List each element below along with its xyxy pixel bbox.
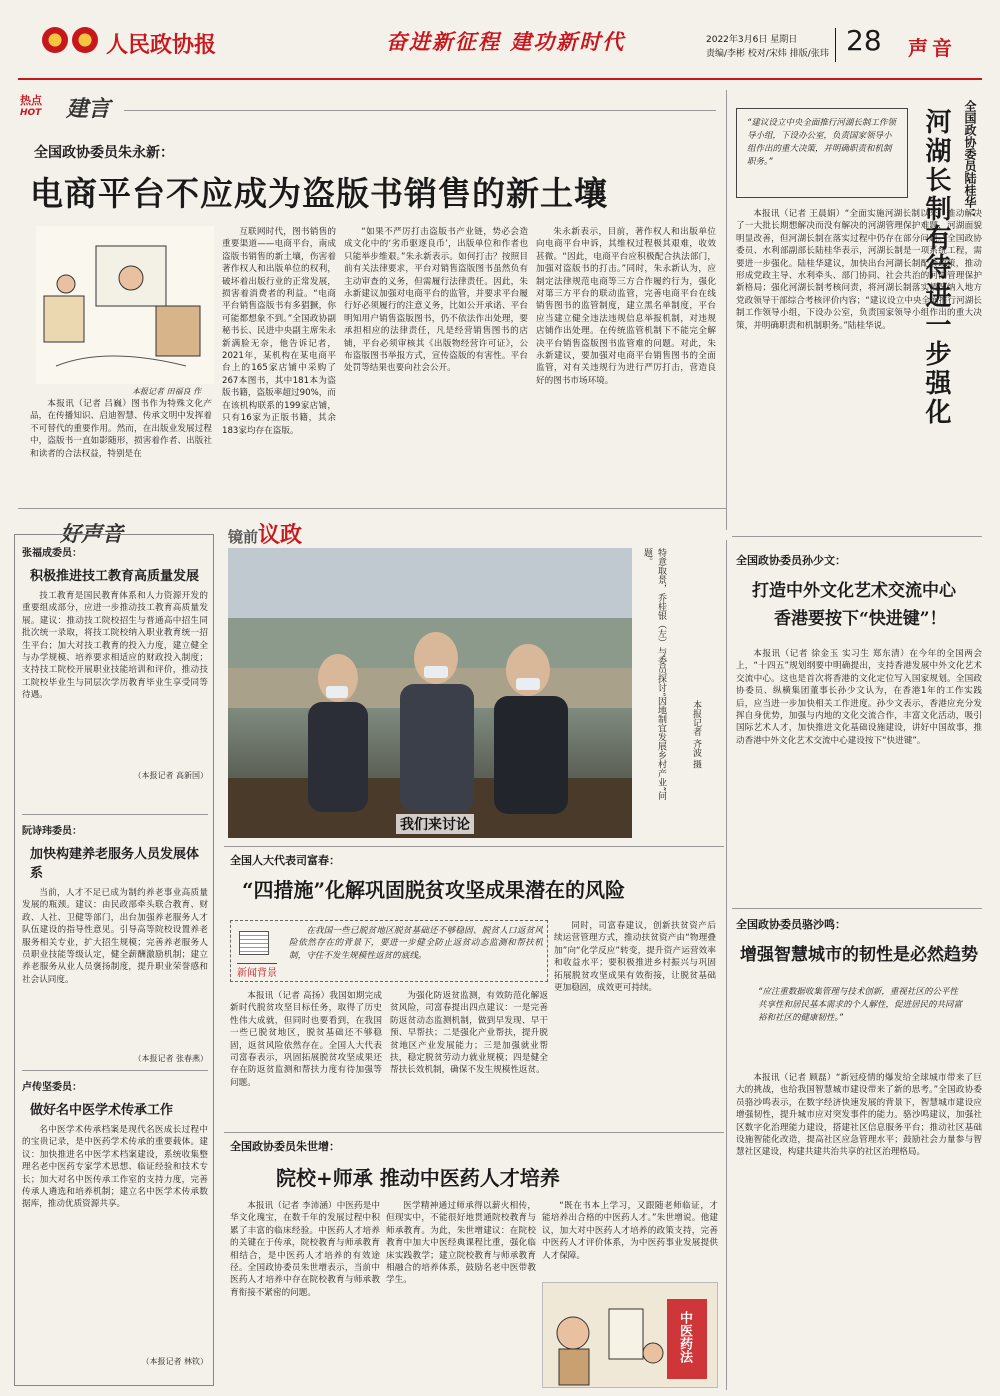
cartoon-illustration [36, 226, 214, 384]
city-body: 本报讯（记者 顾磊）“新冠疫情的爆发给全球城市带来了巨大的挑战，也给我国智慧城市建设带来了新的思考。”全国政协委员骆沙鸣表示，在数字经济快速发展的背景下，智慧城市建设应增强韧性，提升城市应对突发事件的能力。骆沙鸣建议，加强社区数字化治理能力建设，搭建社区信息服务平台；推动社区基础设施智能化改造，提高社区应急管理水平；鼓励社会力量参与智慧社区建设，构建共建共治共享的社区治理格局。 [736, 1073, 982, 1158]
city-quote: “应注重数据收集管理与技术创新，重视社区的公平性共享性和居民基本需求的个人解性，促进居民的共同富裕和社区的健康韧性。” [758, 987, 963, 1023]
hot-badge [20, 92, 62, 118]
gv1-body: 技工教育是国民教育体系和人力资源开发的重要组成部分，应进一步推动技工教育高质量发展。建议：推动技工院校招生与普通高中招生同批次统一录取，将技工院校纳入职业教育统一招生平台；加大对技工教育的投入力度，建立健全与办学规模、培养要求相适应的财政投入制度；支持技工院校开展职业技能培训和评价，推动技工院校毕业生与同层次学历教育毕业生享受同等待遇。 [22, 591, 208, 701]
hot-section-label: 建言 [66, 97, 111, 122]
forum-photo-scene [228, 548, 632, 838]
forum-photo [228, 548, 632, 838]
forum-label-b: 议政 [258, 523, 303, 548]
forum-side-caption: 特意取景，乔桂银（左）与委员探讨“因地制宜发展乡村产业”问题。 [642, 548, 666, 801]
poverty-col-2: 为强化防返贫监测，有效防范化解返贫风险，司富春提出四点建议：一是完善防返贫动态监测机制，做到早发现、早干预、早帮扶；二是强化产业帮扶，提升脱贫地区产业发展能力；三是加强就业帮扶，稳定脱贫劳动力就业规模；四是健全帮扶长效机制，确保不发生规模性返贫。 [390, 991, 548, 1076]
good-voice-label: 好声音 [60, 522, 123, 546]
river-body: 本报讯（记者 王晨娟）“全面实施河湖长制以来，推动解决了一大批长期想解决而没有解决的河湖管理保护难题，河湖面貌明显改善，但河湖长制在落实过程中仍存在部分问题。”全国政协委员、水利部副部长陆桂华表示，河湖长制是一项系统工程，需要进一步强化。陆桂华建议，加快出台河湖长制配套政策，推动形成党政主导、水利牵头、部门协同、社会共治的河湖管理保护新格局；强化河湖长制考核问责，将河湖长制落实情况纳入地方党政领导干部综合考核评价内容；“建议设立中央全面推行河湖长制工作领导小组，下设办公室，负责国家领导小组作出的重大决策，并明确职责和机制职务。”陆桂华说。 [736, 209, 982, 331]
forum-label [228, 518, 302, 549]
hot-col-3: “如果不严厉打击盗版书产业链，势必会造成文化中的‘劣币驱逐良币’，出版单位和作者也只能举步维艰。”朱永新表示。如何打击？按照目前有关法律要求，平台对销售盗版图书虽然负有主动审查的义务，但需履行法律责任。因此，朱永新建议加强对电商平台的监管，并要求平台履行好必须履行的注意义务，比如公开承诺、平台明知用户销售盗版图书，仍不依法作出处理，要承担相应的法律责任，凡是经营销售图书的店铺，平台必须审核其《出版物经营许可证》，公布盗版图书举报方式，宣传盗版的有害性。平台处罚等结果也要向社会公开。 [344, 227, 528, 374]
hot-badge-top: 热点 [20, 94, 42, 107]
gv1-author: 张福成委员： [22, 548, 82, 559]
forum-credit: 本报记者 齐波 摄 [691, 700, 701, 769]
hot-badge-bottom: HOT [20, 108, 42, 118]
page-number: 28 [846, 24, 882, 57]
tcm-kicker: 全国政协委员朱世增： [230, 1140, 340, 1153]
forum-label-a: 镜前 [228, 528, 259, 546]
news-background-label: 新闻背景 [237, 963, 277, 979]
poverty-news-box [230, 920, 548, 982]
tcm-col-1: 本报讯（记者 李沛涵）中医药是中华文化瑰宝，在数千年的发展过程中积累了丰富的临床经验。中医药人才培养的关键在于传承，院校教育与师承教育相结合，是中医药人才培养的有效途径。全国政协委员朱世增表示，当前中医药人才培养中存在院校教育与师承教育衔接不紧密的问题。 [230, 1201, 380, 1298]
river-headline: 河湖长制有待进一步强化 [921, 108, 951, 427]
poverty-col-3: 同时，司富春建议，创新扶贫资产后续运营管理方式，推动扶贫资产由“物理叠加”向“化学反应”转变，提升资产运营效率和收益水平；要积极推进乡村振兴与巩固拓展脱贫攻坚成果有效衔接，让脱贫基础更加稳固，成效更可持续。 [554, 921, 716, 994]
poverty-kicker: 全国人大代表司富春： [230, 854, 340, 867]
tcm-col-2: 医学精神通过师承得以薪火相传，但现实中，不能很好地贯通院校教育与师承教育。为此，朱世增建议：在院校教育中加大中医经典课程比重，强化临床实践教学；建立院校教育与师承教育相融合的培养体系，鼓励名老中医带教学生。 [386, 1201, 536, 1286]
hot-col-4: 朱永新表示，目前，著作权人和出版单位向电商平台申诉，其维权过程极其艰难，收效甚微。“因此，电商平台应积极配合执法部门，加强对盗版书的打击。”同时，朱永新认为，应制定法律规范电商等三方合作履约行为，强化对第三方平台的联动监管，完善电商平台在线销售图书的监管制度，建立黑名单制度，平台应当建立健全违法违规信息举报机制，对违规店铺作出处理。在传统监管机制下不能完全解决平台销售盗版图书监管难的问题。对此，朱永新建议，要加强对电商平台销售图书的全面监管，对有关违规行为进行严厉打击，营造良好的图书市场环境。 [536, 227, 716, 386]
tcm-headline: 院校+师承 推动中医药人才培养 [276, 1166, 560, 1190]
gv2-author: 阮诗玮委员： [22, 826, 82, 837]
hk-headline-1: 打造中外文化艺术交流中心 [752, 581, 956, 601]
gv2-credit: （本报记者 张春燕） [133, 1054, 208, 1063]
forum-photo-caption: 我们来讨论 [396, 814, 474, 834]
hot-headline: 电商平台不应成为盗版书销售的新土壤 [30, 174, 608, 213]
hk-headline-2: 香港要按下“快进键”！ [774, 609, 947, 629]
river-quote: “建议设立中央全面推行河湖长制工作领导小组，下设办公室，负责国家领导小组作出的重大决策，并明确职责和机制职务。” [736, 108, 908, 198]
editor-credits: 责编/李彬 校对/宋炜 排版/张玮 [706, 49, 829, 59]
good-voice-item-3 [22, 1078, 208, 1367]
tcm-cartoon-caption: 中医药法 [677, 1311, 692, 1363]
hot-col-2: 互联网时代，图书销售的重要渠道——电商平台，南成盗版书销售的新土壤，伤害着著作权人和出版单位的权利，破坏着出版行业的正常发展，损害着消费者的利益。“电商平台销售盗版书有多猖獗，你可能都想象不到。”全国政协副秘书长、民进中央副主席朱永新满脸无奈，他告诉记者，2021年，某机构在某电商平台上的165家店铺中采购了267本图书，其中181本为盗版书籍，盗版率超过90%，而在该机构联系的199家店铺，只有16家为正版书籍，其余183家均存在盗版。 [222, 227, 336, 436]
newspaper-icon [239, 931, 269, 955]
good-voice-item-1 [22, 544, 208, 781]
city-kicker: 全国政协委员骆沙鸣： [736, 918, 846, 931]
gv1-credit: （本报记者 高新国） [133, 771, 208, 780]
hot-col-1: 本报讯（记者 吕巍）图书作为特殊文化产品，在传播知识、启迪智慧、传承文明中发挥着不可替代的重要作用。然而，在出版业发展过程中，盗版书一直如影随形，损害着作者、出版社和读者的合法权益，特别是在 [30, 399, 212, 459]
city-headline: 增强智慧城市的韧性是必然趋势 [740, 945, 978, 965]
national-emblem-icon [42, 27, 68, 53]
gv3-author: 卢传坚委员： [22, 1082, 82, 1093]
river-kicker: 全国政协委员陆桂华： [963, 100, 977, 220]
gv2-body: 当前，人才不足已成为制约养老事业高质量发展的瓶颈。建议：由民政部牵头联合教育、财政、人社、卫健等部门，出台加强养老服务人才队伍建设的指导性意见。引导高等院校设置养老服务相关专业，扩大招生规模；完善养老服务人员职业技能等级认定，健全薪酬激励机制；建立养老服务从业人员褒扬制度，提升职业荣誉感和社会认同度。 [22, 888, 208, 985]
tcm-cartoon [542, 1282, 718, 1388]
issue-date: 2022年3月6日 星期日 [706, 35, 798, 45]
gv3-credit: （本报记者 林钦） [141, 1357, 208, 1366]
tcm-col-3: “既在书本上学习，又跟随老师临证，才能培养出合格的中医药人才。”朱世增说。他建议，加大对中医药人才培养的政策支持，完善中医药人才评价体系，为中医药事业发展提供人才保障。 [542, 1201, 718, 1261]
paper-name: 人民政协报 [106, 32, 217, 58]
hk-kicker: 全国政协委员孙少文： [736, 554, 846, 567]
hk-body: 本报讯（记者 徐金玉 实习生 郑东清）在今年的全国两会上，“十四五”规划纲要中明确提出，支持香港发展中外文化艺术交流中心。这也是首次将香港的文化定位写入国家规划。全国政协委员、纵横集团董事长孙少文认为，在香港1年的工作实践后，应当进一步加快相关工作进度。孙少文表示，香港应充分发挥自身优势，加强与内地的文化交流合作，丰富文化活动，吸引国际艺术人才，加快推进文化基础设施建设，讲好中国故事，推动香港中外文化艺术交流中心建设按下“快进键”。 [736, 649, 982, 746]
slogan: 奋进新征程 建功新时代 [386, 29, 626, 54]
hot-kicker: 全国政协委员朱永新： [34, 145, 174, 161]
masthead [0, 0, 1000, 78]
gv3-body: 名中医学术传承档案是现代名医成长过程中的宝贵记录，是中医药学术传承的重要载体。建议：加快推进名中医学术档案建设，系统收集整理名老中医药专家学术思想、临证经验和技术专长；加大对名中医传承工作室的支持力度，完善传承人遴选和培养机制；建立名中医学术传承数据库，推动优质资源共享。 [22, 1125, 208, 1210]
gv3-title: 做好名中医学术传承工作 [30, 1103, 174, 1118]
gv2-title: 加快构建养老服务人员发展体系 [30, 847, 200, 881]
poverty-col-1: 本报讯（记者 高扬）我国如期完成新时代脱贫攻坚目标任务，取得了历史性伟大成就，但同时也要看到，在我国一些已脱贫地区，脱贫基础还不够稳固，返贫风险依然存在。全国人大代表司富春表示，巩固拓展脱贫攻坚成果还存在防返贫监测和帮扶力度有待加强等问题。 [230, 991, 382, 1088]
hot-cartoon [36, 226, 214, 384]
cppcc-emblem-icon [72, 27, 98, 53]
section-name: 声音 [908, 36, 956, 60]
good-voice-item-2 [22, 822, 208, 1064]
gv1-title: 积极推进技工教育高质量发展 [30, 569, 200, 584]
hot-cartoon-caption: 本报记者 田福良 作 [132, 387, 202, 396]
poverty-headline: “四措施”化解巩固脱贫攻坚成果潜在的风险 [242, 878, 626, 902]
news-background-text: 在我国一些已脱贫地区脱贫基础还不够稳固、脱贫人口返贫风险依然存在的背景下，要进一步健全防止返贫动态监测和帮扶机制，守住不发生规模性返贫的底线。 [289, 926, 543, 961]
